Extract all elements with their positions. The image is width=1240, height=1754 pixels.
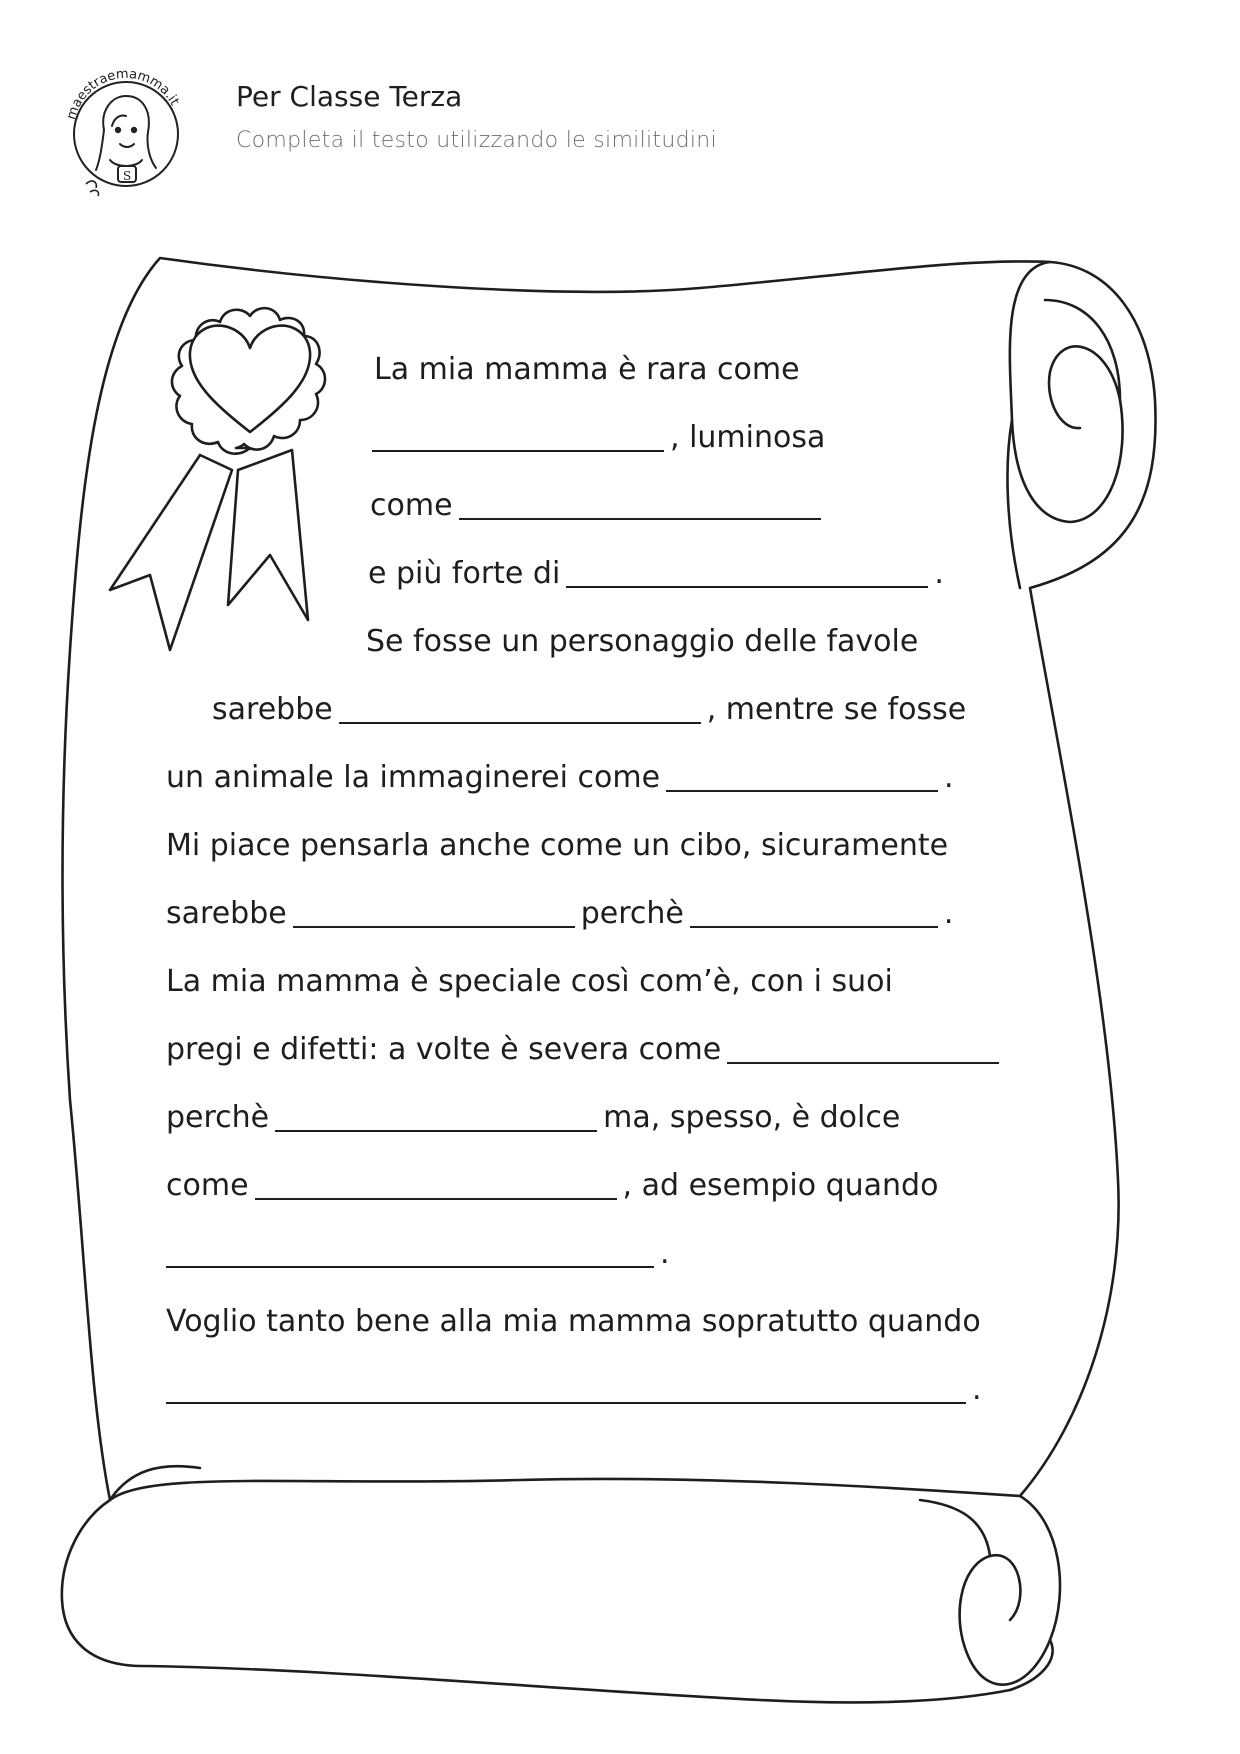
blank-field[interactable] [166, 1368, 966, 1404]
text-line-14 [160, 1232, 670, 1276]
page-subtitle: Completa il testo utilizzando le similitudini [236, 128, 717, 153]
line-text: come [370, 488, 453, 523]
line-text: , mentre se fosse [706, 692, 967, 727]
line-text: , ad esempio quando [622, 1168, 939, 1203]
line-text: ma, spesso, è dolce [603, 1100, 901, 1135]
line-text: perchè [580, 896, 684, 931]
heart-rosette-icon [110, 308, 325, 650]
text-line-10 [166, 960, 893, 1004]
blank-field[interactable] [372, 416, 664, 452]
blank-field[interactable] [255, 1164, 617, 1200]
line-text: sarebbe [166, 896, 287, 931]
blank-field[interactable] [666, 756, 938, 792]
text-line-4 [368, 552, 944, 596]
line-text: . [943, 896, 954, 931]
text-line-13 [166, 1164, 938, 1208]
logo-badge: S [123, 169, 132, 183]
line-text: un animale la immaginerei come [166, 760, 661, 795]
blank-field[interactable] [566, 552, 928, 588]
text-line-5 [366, 620, 918, 664]
blank-field[interactable] [293, 892, 575, 928]
line-text: La mia mamma è rara come [374, 352, 800, 387]
line-text: , luminosa [670, 420, 826, 455]
text-line-12 [166, 1096, 900, 1140]
text-line-9 [166, 892, 953, 936]
blank-field[interactable] [459, 484, 821, 520]
text-line-7 [166, 756, 954, 800]
line-text: . [660, 1236, 670, 1271]
line-text: La mia mamma è speciale così com’è, con i suoi [166, 964, 893, 999]
text-line-1 [374, 348, 800, 392]
line-text: come [166, 1168, 249, 1203]
text-line-16 [160, 1368, 982, 1412]
line-text: e più forte di [368, 556, 561, 591]
line-text: . [972, 1372, 982, 1407]
page-title: Per Classe Terza [236, 80, 463, 113]
line-text: sarebbe [212, 692, 333, 727]
blank-field[interactable] [339, 688, 701, 724]
line-text: . [944, 760, 954, 795]
line-text: Se fosse un personaggio delle favole [366, 624, 919, 659]
text-line-8 [166, 824, 948, 868]
text-line-3 [370, 484, 827, 528]
text-line-15 [166, 1300, 981, 1344]
blank-field[interactable] [166, 1232, 654, 1268]
blank-field[interactable] [727, 1028, 999, 1064]
blank-field[interactable] [275, 1096, 597, 1132]
text-line-6 [212, 688, 966, 732]
text-line-2 [366, 416, 825, 460]
blank-field[interactable] [690, 892, 938, 928]
line-text: . [934, 556, 944, 591]
line-text: Voglio tanto bene alla mia mamma sopratutto quando [166, 1304, 981, 1339]
line-text: Mi piace pensarla anche come un cibo, sicuramente [166, 828, 949, 863]
logo-portrait-icon [60, 60, 192, 200]
line-text: perchè [166, 1100, 270, 1135]
logo-text: maestraemamma.it [64, 66, 182, 122]
text-line-11 [166, 1028, 1005, 1072]
line-text: pregi e difetti: a volte è severa come [166, 1032, 722, 1067]
